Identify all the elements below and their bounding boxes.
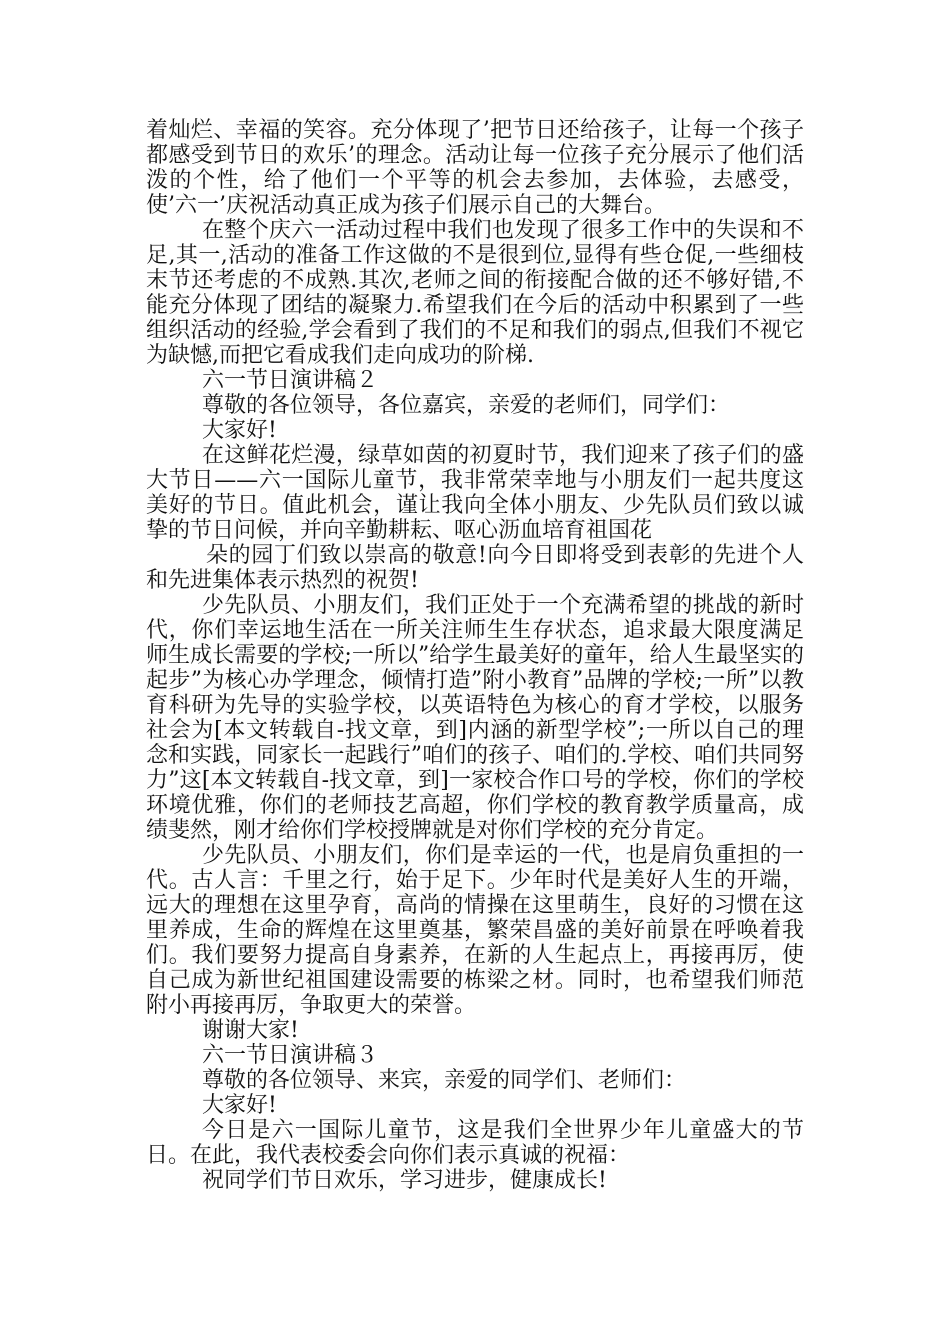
- greeting-3: 大家好!: [202, 1093, 277, 1118]
- paragraph-generation: 少先队员、小朋友们，你们是幸运的一代，也是肩负重担的一代。古人言：千里之行，始于足下。少年时代是美好人生的开端，远大的理想在这里孕育，高尚的情操在这里萌生，良好的习惯在这里养成，生命的辉煌在这里奠基，繁荣昌盛的美好前景在呼唤着我们。我们要努力提高自身素养，在新的人生起点上，再接再厉，使自己成为新世纪祖国建设需要的栋梁之材。同时，也希望我们师范附小再接再厉，争取更大的荣誉。: [146, 843, 804, 1018]
- paragraph-opening-2-cont: 朵的园丁们致以崇高的敬意!向今日即将受到表彰的先进个人和先进集体表示热烈的祝贺!: [146, 543, 804, 593]
- paragraph-1: 着灿烂、幸福的笑容。充分体现了’把节日还给孩子，让每一个孩子都感受到节日的欢乐’的理念。活动让每一位孩子充分展示了他们活泼的个性，给了他们一个平等的机会去参加，去体验，去感受，使’六一’庆祝活动真正成为孩子们展示自己的大舞台。: [146, 118, 804, 218]
- paragraph-school: 少先队员、小朋友们，我们正处于一个充满希望的挑战的新时代，你们幸运地生活在一所关注师生生存状态，追求最大限度满足师生成长需要的学校;一所以”给学生最美好的童年，给人生最坚实的起步”为核心办学理念，倾情打造”附小教育”品牌的学校;一所”以教育科研为先导的实验学校，以英语特色为核心的育才学校，以服务社会为[本文转载自-找文章，到]内涵的新型学校”;一所以自己的理念和实践，同家长一起践行”咱们的孩子、咱们的.学校、咱们共同努力”这[本文转载自-找文章，到]一家校合作口号的学校，你们的学校环境优雅，你们的老师技艺高超，你们学校的教育教学质量高，成绩斐然，刚才给你们学校授牌就是对你们学校的充分肯定。: [146, 593, 804, 843]
- document-body: [146, 118, 804, 1193]
- heading-speech-3: 六一节日演讲稿３: [202, 1043, 379, 1068]
- paragraph-opening-2: 在这鲜花烂漫，绿草如茵的初夏时节，我们迎来了孩子们的盛大节日——六一国际儿童节，我非常荣幸地与小朋友们一起共度这美好的节日。值此机会，谨让我向全体小朋友、少先队员们致以诚挚的节日问候，并向辛勤耕耘、呕心沥血培育祖国花: [146, 443, 804, 543]
- thanks: 谢谢大家!: [202, 1018, 299, 1043]
- greeting-2: 大家好!: [202, 418, 277, 443]
- paragraph-2: 在整个庆六一活动过程中我们也发现了很多工作中的失误和不足,其一,活动的准备工作这做的不是很到位,显得有些仓促,一些细枝末节还考虑的不成熟.其次,老师之间的衔接配合做的还不够好错,不能充分体现了团结的凝聚力.希望我们在今后的活动中积累到了一些组织活动的经验,学会看到了我们的不足和我们的弱点,但我们不视它为缺憾,而把它看成我们走向成功的阶梯.: [146, 218, 804, 368]
- paragraph-today: 今日是六一国际儿童节，这是我们全世界少年儿童盛大的节日。在此，我代表校委会向你们表示真诚的祝福：: [146, 1118, 804, 1168]
- salutation-3: 尊敬的各位领导、来宾，亲爱的同学们、老师们：: [202, 1068, 687, 1093]
- paragraph-wish: 祝同学们节日欢乐，学习进步，健康成长!: [202, 1168, 607, 1193]
- salutation-2: 尊敬的各位领导，各位嘉宾，亲爱的老师们，同学们：: [202, 393, 731, 418]
- heading-speech-2: 六一节日演讲稿２: [202, 368, 379, 393]
